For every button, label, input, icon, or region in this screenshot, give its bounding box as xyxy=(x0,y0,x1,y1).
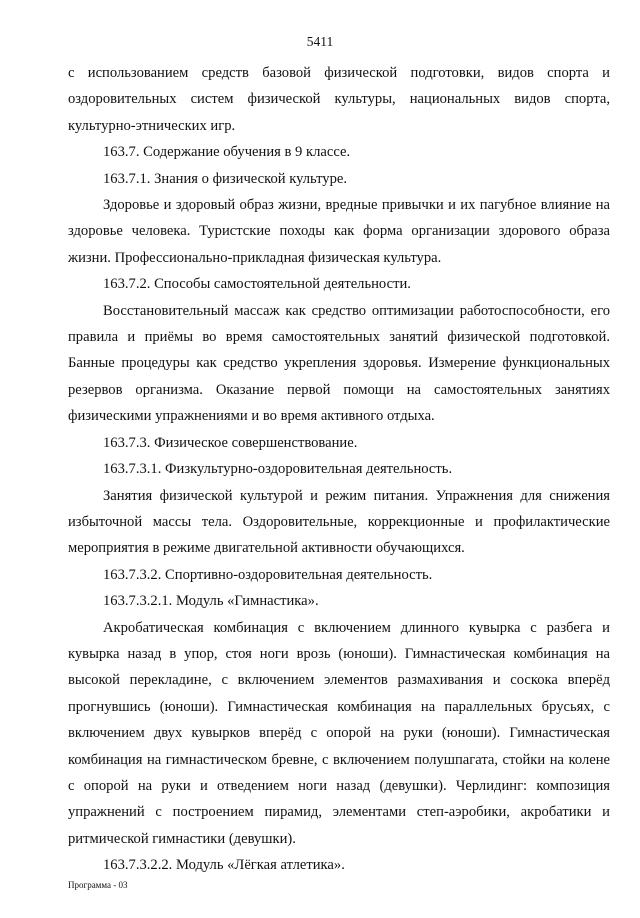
paragraph: 163.7.3.2. Спортивно-оздоровительная деятельность. xyxy=(103,566,433,583)
paragraph: 163.7. Содержание обучения в 9 классе. xyxy=(103,144,351,161)
paragraph: 163.7.3. Физическое совершенствование. xyxy=(103,434,358,451)
paragraph: Акробатическая комбинация с включением длинного кувырка с разбега и кувырка назад в упор, стоя ноги врозь (юноши). Гимнастическая комбинация на высокой перекладине, с включением элементов размахивания и соскока вперёд прогнувшись (юноши). Гимнастическая комбинация на параллельных брусьях, с включением двух кувырков вперёд с опорой на руки (юноши). Гимнастическая комбинация на гимнастическом бревне, с включением полушпагата, стойки на колене с опорой на руки и отведением ноги назад (девушки). Черлидинг: композиция упражнений с построением пирамид, элементами степ-аэробики, акробатики и ритмической гимнастики (девушки). xyxy=(68,619,610,847)
paragraph: 163.7.3.2.1. Модуль «Гимнастика». xyxy=(103,593,319,610)
paragraph: Здоровье и здоровый образ жизни, вредные привычки и их пагубное влияние на здоровье человека. Туристские походы как форма организации здорового образа жизни. Профессионально-прикладная физическая культура. xyxy=(68,197,610,266)
page-footer: Программа - 03 xyxy=(68,880,128,890)
paragraph: 163.7.1. Знания о физической культуре. xyxy=(103,170,348,187)
paragraph: 163.7.2. Способы самостоятельной деятельности. xyxy=(103,276,411,293)
paragraph: Занятия физической культурой и режим питания. Упражнения для снижения избыточной массы тела. Оздоровительные, коррекционные и профилактические мероприятия в режиме двигательной активности обучающихся. xyxy=(68,487,610,557)
paragraph: с использованием средств базовой физической подготовки, видов спорта и оздоровительных систем физической культуры, национальных видов спорта, культурно-этнических игр. xyxy=(68,65,610,134)
page-number: 5411 xyxy=(306,34,334,49)
paragraph: 163.7.3.2.2. Модуль «Лёгкая атлетика». xyxy=(103,857,345,874)
document-body xyxy=(68,60,610,879)
paragraph: Восстановительный массаж как средство оптимизации работоспособности, его правила и приёмы во время самостоятельных занятий физической подготовкой. Банные процедуры как средство укрепления здоровья. Измерение функциональных резервов организма. Оказание первой помощи на самостоятельных занятиях физическими упражнениями и во время активного отдыха. xyxy=(68,302,610,425)
paragraph: 163.7.3.1. Физкультурно-оздоровительная деятельность. xyxy=(103,461,453,478)
